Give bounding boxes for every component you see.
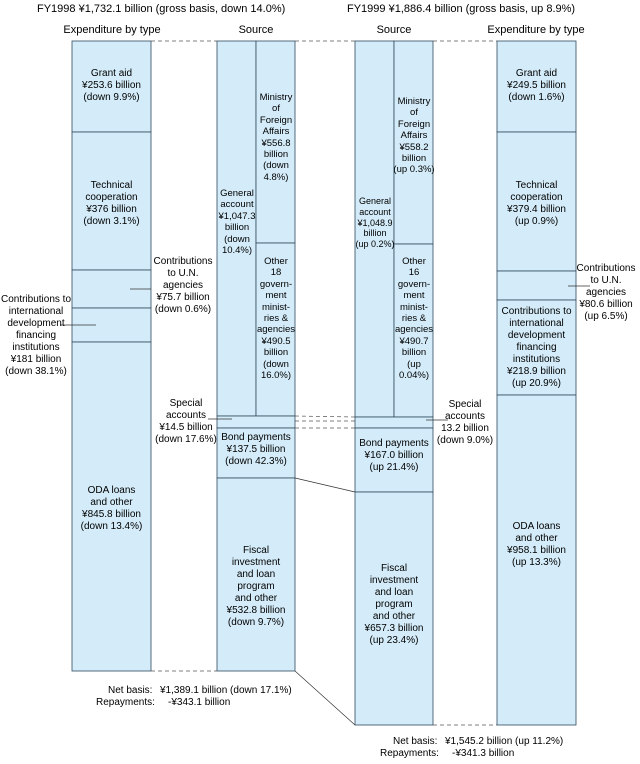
dashed-connectors bbox=[151, 41, 497, 725]
fy1998-oda-loans-label: ODA loans and other ¥845.8 billion (down 13.4%) bbox=[80, 485, 143, 532]
fy1999-mofa-label: Ministry of Foreign Affairs ¥558.2 billion (up 0.3%) bbox=[393, 96, 435, 176]
fy1998-net-basis-value: ¥1,389.1 billion (down 17.1%) bbox=[160, 685, 292, 696]
fy1999-un-contributions-block bbox=[497, 271, 576, 300]
fy1999-source-header: Source bbox=[376, 24, 412, 36]
fy1998-repayments-label: Repayments: bbox=[96, 697, 155, 708]
fy1999-general-account-label: General account ¥1,048.9 billion (up 0.2%) bbox=[355, 196, 395, 250]
fy1999-technical-cooperation-label: Technical cooperation ¥379.4 billion (up 0.9%) bbox=[507, 180, 566, 227]
fy1999-expenditure-header: Expenditure by type bbox=[487, 24, 585, 36]
solid-connectors bbox=[295, 478, 355, 725]
fy1998-bond-payments-label: Bond payments ¥137.5 billion (down 42.3%) bbox=[221, 432, 291, 467]
fy1999-bond-payments-label: Bond payments ¥167.0 billion (up 21.4%) bbox=[359, 438, 429, 473]
fy1998-title: FY1998 ¥1,732.1 billion (gross basis, down 14.0%) bbox=[37, 3, 286, 15]
fy1998-special-accounts-label: Special accounts ¥14.5 billion (down 17.6%) bbox=[155, 398, 217, 445]
fy1998-source-header: Source bbox=[238, 24, 274, 36]
fy1999-idfi-contributions-label: Contributions to international development financing institutions ¥218.9 billion (up 20.9%) bbox=[501, 306, 572, 389]
fy1998-net-basis-label: Net basis: bbox=[108, 685, 153, 696]
fy1998-general-account-label: General account ¥1,047.3 billion (down 10.4%) bbox=[218, 188, 256, 256]
fy1999-title: FY1999 ¥1,886.4 billion (gross basis, up 8.9%) bbox=[347, 3, 576, 15]
fy1999-special-accounts-label: Special accounts 13.2 billion (down 9.0%) bbox=[436, 399, 494, 446]
fy1998-un-contributions-label: Contributions to U.N. agencies ¥75.7 billion (down 0.6%) bbox=[153, 256, 213, 315]
fy1999-net-basis-value: ¥1,545.2 billion (up 11.2%) bbox=[445, 736, 564, 747]
fy1999-repayments-label: Repayments: bbox=[380, 748, 439, 759]
fy1999-repayments-value: -¥341.3 billion bbox=[452, 748, 515, 759]
fy1999-grant-aid-label: Grant aid ¥249.5 billion (down 1.6%) bbox=[507, 68, 566, 103]
fy1998-special-accounts-block bbox=[217, 416, 295, 428]
fy1998-fiscal-investment-label: Fiscal investment and loan program and other ¥532.8 billion (down 9.7%) bbox=[226, 545, 286, 628]
fy1998-technical-cooperation-label: Technical cooperation ¥376 billion (down 3.1%) bbox=[83, 180, 140, 227]
fy1999-oda-loans-label: ODA loans and other ¥958.1 billion (up 13.3%) bbox=[507, 521, 566, 568]
fy1999-fiscal-investment-label: Fiscal investment and loan program and other ¥657.3 billion (up 23.4%) bbox=[364, 563, 424, 646]
fy1998-mofa-label: Ministry of Foreign Affairs ¥556.8 billion (down 4.8%) bbox=[259, 92, 293, 183]
fy1999-net-basis-label: Net basis: bbox=[393, 736, 438, 747]
fy1998-idfi-contributions-label: Contributions to international development financing institutions ¥181 billion (down 38.1%) bbox=[0, 294, 72, 377]
fy1999-other-ministries-label: Other 16 govern- ment minist- ries & agencies ¥490.7 billion (up 0.04%) bbox=[394, 256, 434, 381]
fy1998-other-ministries-label: Other 18 govern- ment minist- ries & agencies ¥490.5 billion (down 16.0%) bbox=[256, 256, 296, 381]
fy1999-special-accounts-block bbox=[355, 417, 433, 428]
fy1998-grant-aid-label: Grant aid ¥253.6 billion (down 9.9%) bbox=[82, 68, 141, 103]
fy1999-un-contributions-label: Contributions to U.N. agencies ¥80.6 billion (up 6.5%) bbox=[576, 263, 636, 322]
fy1998-repayments-value: -¥343.1 billion bbox=[168, 697, 231, 708]
fy1998-expenditure-header: Expenditure by type bbox=[63, 24, 161, 36]
